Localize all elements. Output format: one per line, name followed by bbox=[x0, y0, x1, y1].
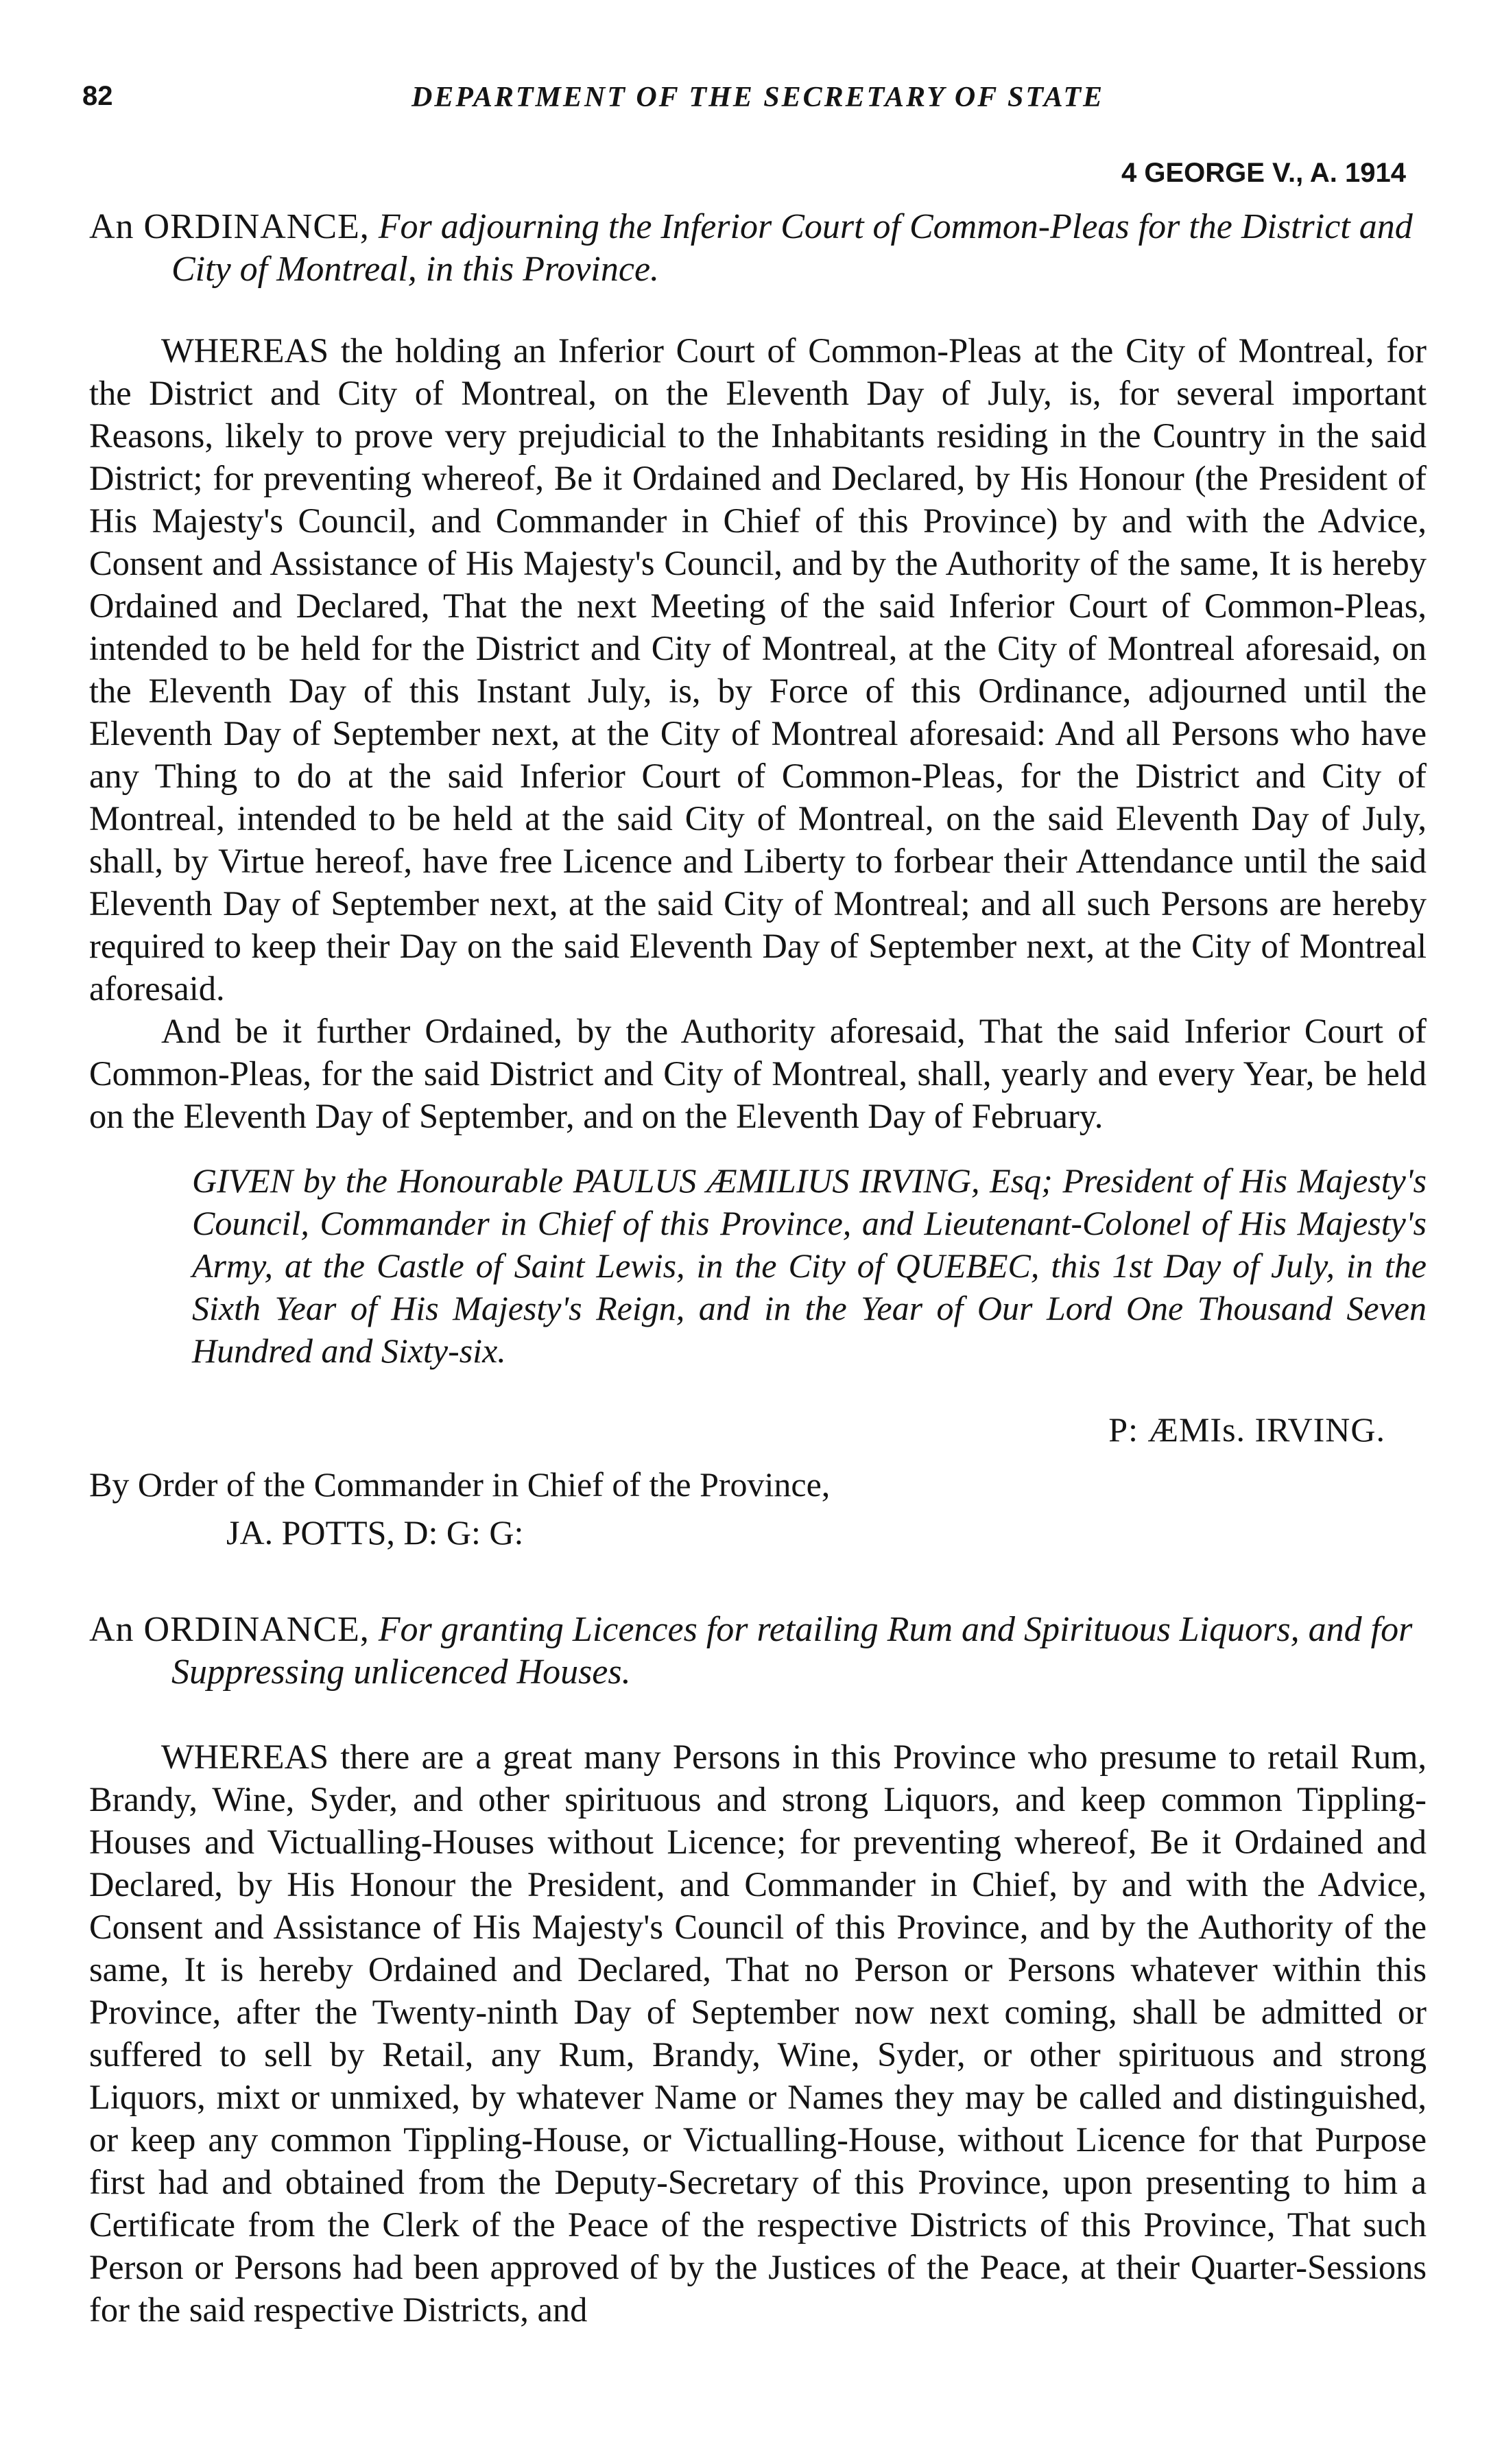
given-clause: GIVEN by the Honourable PAULUS ÆMILIUS IRVING, Esq; President of His Majesty's Council, Commander in Chief of this Province, and Lieutenant-Colonel of His Majesty's Army, at the Castle of Saint Lewis, in the City of QUEBEC, this 1st Day of July, in the Sixth Year of His Majesty's Reign, and in the Year of Our Lord One Thousand Seven Hundred and Sixty-six. bbox=[192, 1161, 1427, 1370]
secretary-signature: JA. POTTS, D: G: G: bbox=[226, 1513, 524, 1552]
ordinance-title-lead: An ORDINANCE, bbox=[89, 1610, 370, 1649]
ordinance-licences bbox=[89, 1609, 1427, 1694]
page-header bbox=[82, 81, 1433, 122]
by-order-line: By Order of the Commander in Chief of the Province, bbox=[89, 1465, 831, 1504]
page-number: 82 bbox=[82, 81, 113, 111]
ordinance-title-subject: For adjourning the Inferior Court of Common-Pleas for the District and City of Montreal, in this Province. bbox=[171, 207, 1413, 289]
ordinance-1-body bbox=[89, 329, 1427, 1137]
ordinance-paragraph: WHEREAS the holding an Inferior Court of Common-Pleas at the City of Montreal, for the District and City of Montreal, on the Eleventh Day of July, is, for several important Reasons, likely to prove very prejudicial to the Inhabitants residing in the Country in the said District; for preventing whereof, Be it Ordained and Declared, by His Honour (the President of His Majesty's Council, and Commander in Chief of this Province) by and with the Advice, Consent and Assistance of His Majesty's Council, and by the Authority of the same, It is hereby Ordained and Declared, That the next Meeting of the said Inferior Court of Common-Pleas, intended to be held for the District and City of Montreal, at the City of Montreal aforesaid, on the Eleventh Day of this Instant July, is, by Force of this Ordinance, adjourned until the Eleventh Day of September next, at the City of Montreal aforesaid: And all Persons who have any Thing to do at the said Inferior Court of Common-Pleas, for the District and City of Montreal, intended to be held at the said City of Montreal, on the said Eleventh Day of July, shall, by Virtue hereof, have free Licence and Liberty to forbear their Attendance until the said Eleventh Day of September next, at the said City of Montreal; and all such Persons are hereby required to keep their Day on the said Eleventh Day of September next, at the City of Montreal aforesaid. bbox=[89, 331, 1427, 1008]
ordinance-title bbox=[89, 206, 1427, 291]
running-title: DEPARTMENT OF THE SECRETARY OF STATE bbox=[411, 82, 1105, 113]
ordinance-paragraph: WHEREAS there are a great many Persons in this Province who presume to retail Rum, Brandy, Wine, Syder, and other spirituous and strong Liquors, and keep common Tippling-Houses and Victualling-Houses without Licence; for preventing whereof, Be it Ordained and Declared, by His Honour the President, and Commander in Chief, by and with the Advice, Consent and Assistance of His Majesty's Council of this Province, and by the Authority of the same, It is hereby Ordained and Declared, That no Person or Persons whatever within this Province, after the Twenty-ninth Day of September now next coming, shall be admitted or suffered to sell by Retail, any Rum, Brandy, Wine, Syder, or other spirituous and strong Liquors, mixt or unmixed, by whatever Name or Names they may be called and distinguished, or keep any common Tippling-House, or Victualling-House, without Licence for that Purpose first had and obtained from the Deputy-Secretary of this Province, upon presenting to him a Certificate from the Clerk of the Peace of the respective Districts of this Province, That such Person or Persons had been approved of by the Justices of the Peace, at their Quarter-Sessions for the said respective Districts, and bbox=[89, 1738, 1427, 2329]
ordinance-title bbox=[89, 1609, 1427, 1694]
regnal-year: 4 GEORGE V., A. 1914 bbox=[1121, 158, 1406, 188]
given-clause-block bbox=[89, 1159, 1427, 1372]
ordinance-adjourning-court bbox=[89, 206, 1427, 291]
signature-block bbox=[89, 1410, 1427, 1567]
ordinance-2-body bbox=[89, 1736, 1427, 2331]
ordinance-paragraph: And be it further Ordained, by the Authority aforesaid, That the said Inferior Court of Common-Pleas, for the said District and City of Montreal, shall, yearly and every Year, be held on the Eleventh Day of September, and on the Eleventh Day of February. bbox=[89, 1012, 1427, 1135]
ordinance-title-subject: For granting Licences for retailing Rum and Spirituous Liquors, and for Suppressing unlicenced Houses. bbox=[171, 1610, 1413, 1692]
ordinance-title-lead: An ORDINANCE, bbox=[89, 207, 370, 246]
signature: P: ÆMIs. IRVING. bbox=[1108, 1410, 1385, 1449]
